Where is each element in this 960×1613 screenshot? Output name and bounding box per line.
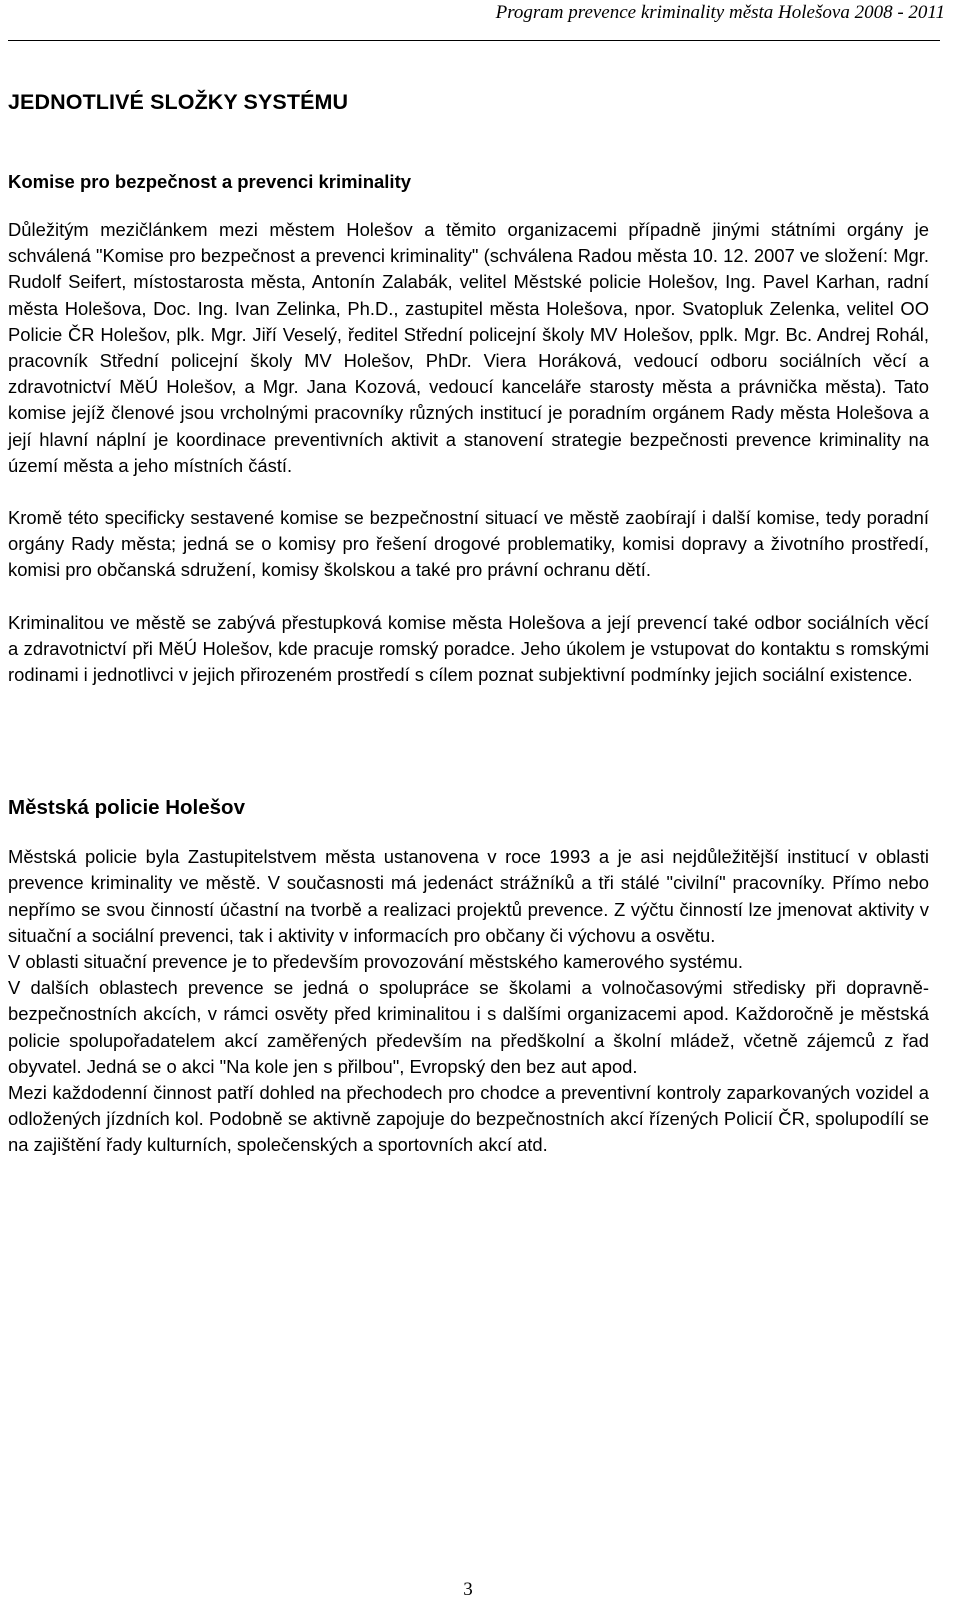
page-body (8, 88, 929, 1159)
page-number: 3 (463, 1579, 473, 1600)
commission-heading: Komise pro bezpečnost a prevenci kriminality (8, 171, 412, 192)
police-paragraph-4: Mezi každodenní činnost patří dohled na přechodech pro chodce a preventivní kontroly zaparkovaných vozidel a odložených jízdních kol. Podobně se aktivně zapojuje do bezpečnostních akcí řízených Policií ČR, spolupodílí se na zajištění řady kulturních, společenských a sportovních akcí atd. (8, 1082, 929, 1156)
header-rule (8, 40, 940, 41)
section-title: JEDNOTLIVÉ SLOŽKY SYSTÉMU (8, 90, 349, 114)
police-heading: Městská policie Holešov (8, 796, 245, 820)
police-paragraph-1: Městská policie byla Zastupitelstvem města ustanovena v roce 1993 a je asi nejdůležitější institucí v oblasti prevence kriminality ve městě. V současnosti má jedenáct strážníků a tři stálé "civilní" pracovníky. Přímo nebo nepřímo se svou činností účastní na tvorbě a realizaci projektů prevence. Z výčtu činností lze jmenovat aktivity v situační a sociální prevenci, tak i aktivity v informacích pro občany či výchovu a osvětu. (8, 846, 929, 946)
commission-paragraph-1: Důležitým mezičlánkem mezi městem Holešov a těmito organizacemi případně jinými státními orgány je schválená "Komise pro bezpečnost a prevenci kriminality" (schválena Radou města 10. 12. 2007 ve složení: Mgr. Rudolf Seifert, místostarosta města, Antonín Zalabák, velitel Městské policie Holešov, Ing. Pavel Karhan, radní města Holešova, Doc. Ing. Ivan Zelinka, Ph.D., zastupitel města Holešova, npor. Svatopluk Zelenka, velitel OO Policie ČR Holešov, plk. Mgr. Jiří Veselý, ředitel Střední policejní školy MV Holešov, pplk. Mgr. Bc. Andrej Rohál, pracovník Střední policejní školy MV Holešov, PhDr. Viera Horáková, vedoucí odboru sociálních věcí a zdravotnictví MěÚ Holešov, a Mgr. Jana Kozová, vedoucí kanceláře starosty města a právnička města). Tato komise jejíž členové jsou vrcholnými pracovníky různých institucí je poradním orgánem Rady města Holešova a její hlavní náplní je koordinace preventivních aktivit a stanovení strategie bezpečnosti prevence kriminality na území města a jeho místních částí. (8, 219, 929, 476)
commission-paragraph-2: Kromě této specificky sestavené komise se bezpečnostní situací ve městě zaobírají i další komise, tedy poradní orgány Rady města; jedná se o komisy pro řešení drogové problematiky, komisi dopravy a životního prostředí, komisi pro občanská sdružení, komisy školskou a také pro právní ochranu dětí. (8, 507, 929, 581)
police-paragraph-3: V dalších oblastech prevence se jedná o spolupráce se školami a volnočasovými středisky při dopravně-bezpečnostních akcích, v rámci osvěty před kriminalitou i s dalšími organizacemi apod. Každoročně je městská policie spolupořadatelem akcí zaměřených především na předškolní a školní mládež, včetně zájemců z řad obyvatel. Jedná se o akci "Na kole jen s přilbou", Evropský den bez aut apod. (8, 977, 929, 1077)
running-header: Program prevence kriminality města Holešova 2008 - 2011 (495, 2, 945, 23)
police-paragraph-2: V oblasti situační prevence je to především provozování městského kamerového systému. (8, 951, 743, 973)
commission-paragraph-3: Kriminalitou ve městě se zabývá přestupková komise města Holešova a její prevencí také odbor sociálních věcí a zdravotnictví při MěÚ Holešov, kde pracuje romský poradce. Jeho úkolem je vstupovat do kontaktu s romskými rodinami i jednotlivci v jejich přirozeném prostředí s cílem poznat subjektivní podmínky jejich sociální existence. (8, 611, 929, 686)
